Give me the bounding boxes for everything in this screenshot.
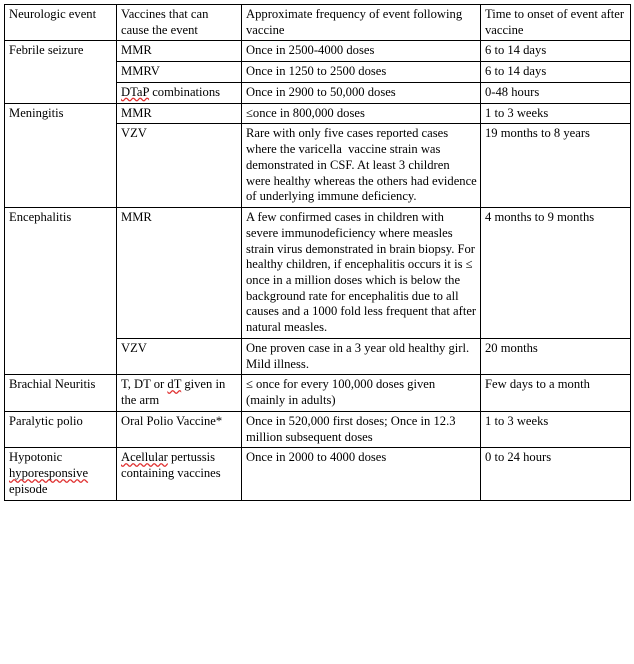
cell-onset: 6 to 14 days [481,41,631,62]
cell-neurologic-event: Brachial Neuritis [5,375,117,411]
table-row [5,448,631,500]
cell-frequency: ≤ once for every 100,000 doses given (mainly in adults) [242,375,481,411]
column-header-vaccines: Vaccines that can cause the event [117,5,242,41]
spellcheck-word: Acellular [121,450,168,465]
table-header-row [5,5,631,41]
cell-vaccine: Oral Polio Vaccine* [117,411,242,447]
cell-onset: 0-48 hours [481,82,631,103]
cell-frequency: Once in 1250 to 2500 doses [242,62,481,83]
column-header-onset: Time to onset of event after vaccine [481,5,631,41]
cell-neurologic-event: Paralytic polio [5,411,117,447]
cell-frequency: ≤once in 800,000 doses [242,103,481,124]
cell-vaccine-rest: combinations [149,84,221,99]
cell-onset: 1 to 3 weeks [481,103,631,124]
table-row [5,103,631,124]
cell-vaccine: MMRV [117,62,242,83]
cell-vaccine: VZV [117,338,242,374]
cell-vaccine: T, DT or dT given in the arm [117,375,242,411]
cell-onset: 6 to 14 days [481,62,631,83]
cell-onset: 4 months to 9 months [481,208,631,339]
table-body [5,41,631,500]
cell-vaccine [117,82,242,103]
column-header-frequency: Approximate frequency of event following vaccine [242,5,481,41]
cell-frequency: Once in 520,000 first doses; Once in 12.3 million subsequent doses [242,411,481,447]
cell-frequency: Once in 2900 to 50,000 doses [242,82,481,103]
cell-neurologic-event: Encephalitis [5,208,117,375]
table-row [5,41,631,62]
spellcheck-word: DTaP [121,84,150,99]
vaccine-adverse-event-table [4,4,631,501]
cell-onset: 0 to 24 hours [481,448,631,500]
table-row [5,375,631,411]
cell-vaccine: Acellular pertussis containing vaccines [117,448,242,500]
cell-vaccine: MMR [117,41,242,62]
cell-frequency: Once in 2000 to 4000 doses [242,448,481,500]
cell-onset: Few days to a month [481,375,631,411]
cell-neurologic-event: Febrile seizure [5,41,117,103]
cell-frequency: A few confirmed cases in children with severe immunodeficiency where measles strain virus demonstrated in brain biopsy. For healthy children, if encephalitis occurs it is ≤ once in a million doses which is below the background rate for encephalitis due to all causes and a 1000 fold less frequent that after natural measles. [242,208,481,339]
cell-vaccine: MMR [117,208,242,339]
cell-vaccine: MMR [117,103,242,124]
table-row [5,208,631,339]
cell-neurologic-event: Hypotonic hyporesponsive episode [5,448,117,500]
column-header-neurologic-event: Neurologic event [5,5,117,41]
spellcheck-word: dT [167,377,182,392]
cell-frequency: Rare with only five cases reported cases where the varicella vaccine strain was demonstrated in CSF. At least 3 children were healthy whereas the others had evidence of underlying immune deficiency. [242,124,481,208]
cell-onset: 1 to 3 weeks [481,411,631,447]
cell-frequency: Once in 2500-4000 doses [242,41,481,62]
spellcheck-word: hyporesponsive [9,466,89,481]
cell-frequency: One proven case in a 3 year old healthy girl. Mild illness. [242,338,481,374]
cell-vaccine: VZV [117,124,242,208]
cell-onset: 20 months [481,338,631,374]
table-row [5,411,631,447]
cell-neurologic-event: Meningitis [5,103,117,207]
cell-onset: 19 months to 8 years [481,124,631,208]
table-header [5,5,631,41]
